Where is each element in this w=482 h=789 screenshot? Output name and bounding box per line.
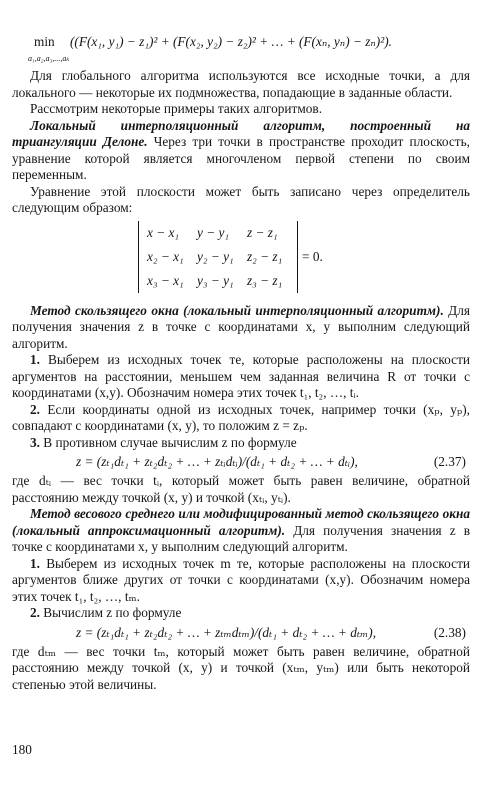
det-cell: y₂ − y₁: [197, 248, 234, 264]
equation-2-38-text: z = (zₜ₁dₜ₁ + zₜ₂dₜ₂ + … + zₜₘdₜₘ)/(dₜ₁ + dₜ₂ + … + dₜₘ),: [76, 624, 377, 640]
page-number: 180: [12, 742, 32, 757]
paragraph-examples-intro: Рассмотрим некоторые примеры таких алгоритмов.: [30, 101, 323, 116]
det-cell: x₂ − x₁: [147, 248, 184, 264]
page-body: [12, 26, 470, 693]
text-sliding-window: Для получения значения z в точке с координатами x, y выполним следующий алгоритм.: [12, 302, 471, 351]
formula-min: [12, 26, 470, 68]
det-cell: x₃ − x₁: [147, 272, 184, 288]
step-number: 2.: [30, 605, 40, 620]
step-2-sliding: [12, 402, 470, 435]
paragraph-global-local: Для глобального алгоритма используются все исходные точки, а для локального — некоторые их подмножества, попадающие в заданные области.: [12, 68, 470, 100]
det-cell: z₂ − z₁: [247, 248, 283, 264]
step-text: Выберем из исходных точек m те, которые расположены на плоскости аргументов ближе других от точки с координатами (x,y). Обозначим номера этих точек t₁, t₂, …, tₘ.: [12, 555, 470, 604]
paragraph-weight-definition-2: где dₜₘ — вес точки tₘ, который может быть равен величине, обратной расстоянию между точкой (x, y) и точкой (xₜₘ, yₜₘ) или быть некоторой степенью этой величины.: [12, 643, 470, 692]
step-text: Вычислим z по формуле: [39, 605, 182, 620]
equation-2-37-number: (2.37): [433, 454, 466, 469]
det-cell: y₃ − y₁: [197, 272, 234, 288]
heading-delaunay: Локальный интерполяционный алгоритм, построенный на триангуляции Делоне.: [12, 117, 470, 149]
heading-sliding-window: Метод скользящего окна (локальный интерполяционный алгоритм).: [30, 302, 444, 318]
det-cell: x − x₁: [147, 224, 180, 240]
equation-2-38: [12, 622, 470, 644]
paragraph-sliding-window: [12, 303, 470, 353]
step-number: 3.: [30, 434, 40, 450]
step-number: 1.: [30, 352, 40, 367]
step-3-sliding: [12, 435, 470, 452]
equation-2-38-number: (2.38): [433, 624, 466, 640]
paragraph-weighted-average: [12, 506, 470, 556]
determinant-row-1: [147, 225, 297, 242]
formula-min-subscript: a₁,a₂,a₃,...,aₖ: [28, 54, 70, 63]
formula-min-expression: ((F(x₁, y₁) − z₁)² + (F(x₂, y₂) − z₂)² + … + (F(xₙ, yₙ) − zₙ)²).: [70, 34, 392, 49]
det-cell: y − y₁: [197, 224, 230, 240]
determinant-formula: [12, 221, 470, 295]
determinant-row-2: [147, 249, 297, 266]
paragraph-delaunay: [12, 118, 470, 184]
step-number: 1.: [30, 555, 40, 571]
text-delaunay: Через три точки в пространстве проходит плоскость, уравнение которой является многочленом первой степени по своим переменным.: [12, 134, 470, 182]
step-text: В противном случае вычислим z по формуле: [39, 434, 297, 450]
step-2-weighted: [12, 605, 470, 622]
step-text: Выберем из исходных точек те, которые расположены на плоскости аргументов на расстоянии, меньшем чем заданная величина R от точки с координатами (x,y). Обозначим номера этих точек t₁, t₂, …, tᵢ.: [12, 352, 470, 400]
paragraph-weight-definition: где dₜᵢ — вес точки tᵢ, который может быть равен величине, обратной расстоянию между точкой (x, y) и точкой (xₜᵢ, yₜᵢ).: [12, 473, 470, 505]
determinant-bars: [138, 221, 298, 293]
step-1-sliding: [12, 352, 470, 402]
det-cell: z − z₁: [247, 224, 278, 240]
formula-min-word: min: [34, 34, 55, 49]
determinant-equals: = 0.: [302, 248, 323, 264]
step-text: Если координаты одной из исходных точек, например точки (xₚ, yₚ), совпадают с координатами (x, y), то положим z = zₚ.: [12, 401, 470, 433]
det-cell: z₃ − z₁: [247, 272, 283, 288]
heading-weighted-average: Метод весового среднего или модифицированный метод скользящего окна (локальный аппроксимационный алгоритм).: [12, 506, 470, 538]
text-weighted-average: Для получения значения z в точке с координатами x, y выполним следующий алгоритм.: [12, 522, 470, 554]
paragraph-plane-equation: Уравнение этой плоскости может быть записано через определитель следующим образом:: [12, 183, 470, 215]
equation-2-37-text: z = (zₜ₁dₜ₁ + zₜ₂dₜ₂ + … + zₜᵢdₜᵢ)/(dₜ₁ + dₜ₂ + … + dₜᵢ),: [76, 454, 358, 469]
determinant-row-3: [147, 273, 297, 290]
step-number: 2.: [30, 401, 40, 417]
step-1-weighted: [12, 556, 470, 606]
equation-2-37: [12, 451, 470, 473]
